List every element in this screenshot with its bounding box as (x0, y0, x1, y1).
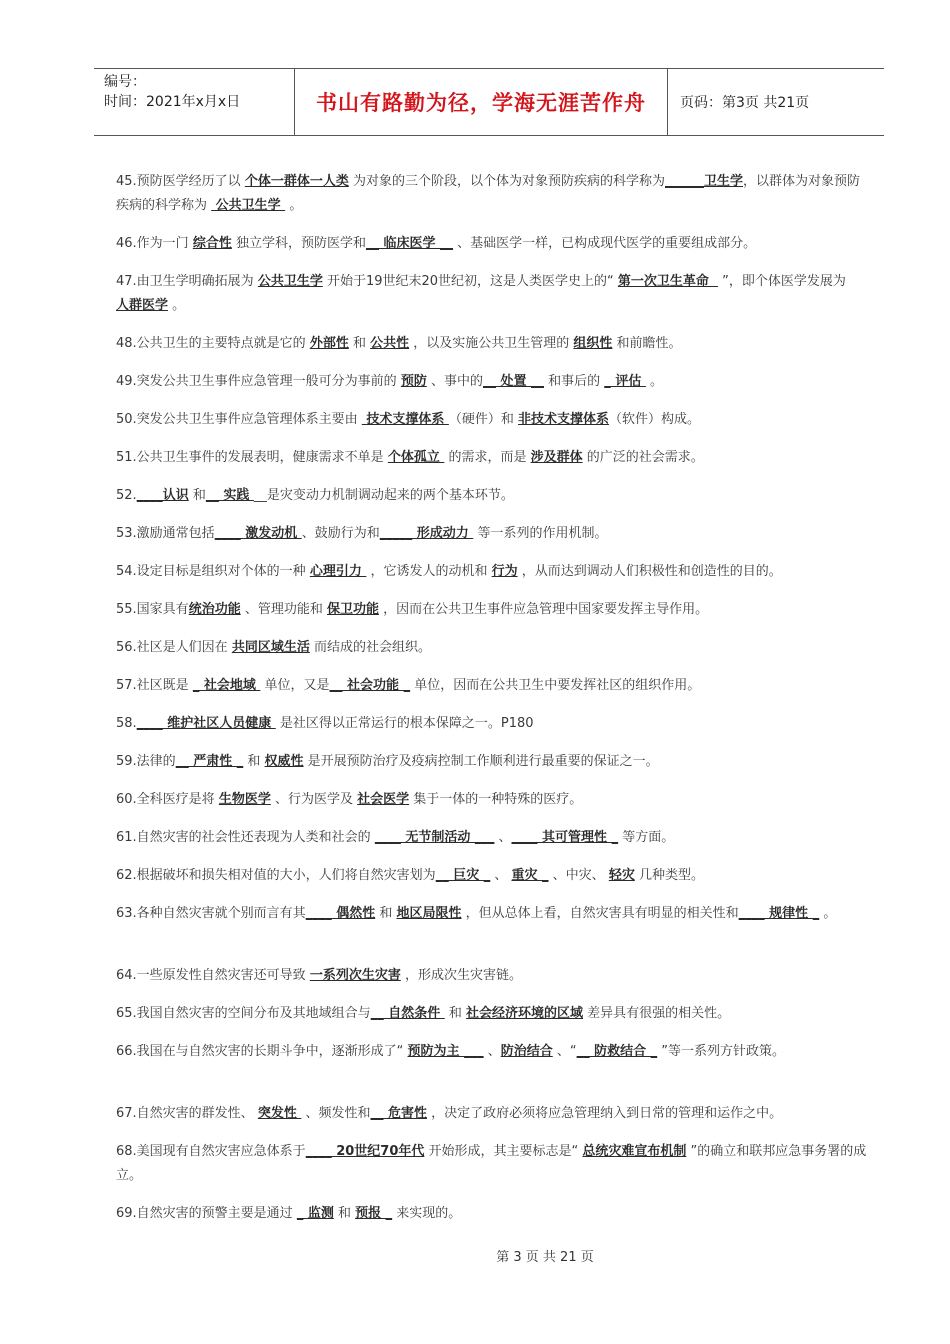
question-item (116, 560, 868, 598)
answer-blank: 防治结合 (500, 1044, 553, 1059)
question-text: 和 (243, 754, 265, 769)
page-label: 页码：第3页 共21页 (680, 95, 810, 111)
question-text: 66.我国在与自然灾害的长期斗争中，逐渐形成了“ (116, 1044, 408, 1059)
answer-blank: 公共性 (370, 336, 410, 351)
question-text: 几种类型。 (634, 868, 704, 883)
question-item (116, 902, 868, 964)
question-text: 61.自然灾害的社会性还表现为人类和社会的 (116, 830, 375, 845)
question-item (116, 232, 868, 270)
question-text: 、基础医学一样，已构成现代医学的重要组成部分。 (453, 236, 757, 251)
answer-blank: _____ 形成动力 (379, 526, 474, 541)
question-text: （硬件）和 (448, 412, 519, 427)
question-text: 的需求，而是 (444, 450, 531, 465)
answer-blank: 预报 _ (355, 1206, 393, 1221)
question-text: 、行为医学及 (270, 792, 358, 807)
question-item (116, 1102, 868, 1140)
answer-blank: 非技术支撑体系 (518, 412, 610, 427)
question-item (116, 1140, 868, 1202)
question-text: 。 (819, 906, 837, 921)
time-label: 时间：2021年x月x日 (104, 94, 241, 110)
question-text: 62.根据破坏和损失相对值的大小，人们将自然灾害划为 (116, 868, 436, 883)
header-page-cell (668, 69, 884, 135)
question-text: 和 (348, 336, 371, 351)
answer-blank: __ 严肃性 _ (175, 754, 244, 769)
question-item (116, 446, 868, 484)
answer-blank: 统治功能 (188, 602, 241, 617)
answer-blank: _ 社会地域 (192, 678, 261, 693)
question-text: 单位，因而在公共卫生中要发挥社区的组织作用。 (410, 678, 701, 693)
answer-blank: 第一次卫生革命 (617, 274, 718, 289)
question-item (116, 522, 868, 560)
question-text: ，但从总体上看，自然灾害具有明显的相关性和 (461, 906, 739, 921)
question-text: 是社区得以正常运行的根本保障之一。P180 (275, 716, 534, 731)
answer-blank: __ 处置 __ (482, 374, 545, 389)
answer-blank: 个体孤立 (387, 450, 445, 465)
question-text: ，决定了政府必须将应急管理纳入到日常的管理和运作之中。 (427, 1106, 783, 1121)
question-item (116, 750, 868, 788)
answer-blank: 技术支撑体系 (361, 412, 449, 427)
answer-blank: ____ 20世纪70年代 (305, 1144, 425, 1159)
answer-blank: 总统灾难宣布机制 (582, 1144, 687, 1159)
question-text: ，它诱发人的动机和 (366, 564, 492, 579)
question-text: 58. (116, 716, 137, 731)
answer-blank: 社会经济环境的区域 (466, 1006, 584, 1021)
question-item (116, 826, 868, 864)
footer-page-number: 第 3 页 共 21 页 (496, 1250, 594, 1265)
answer-blank: 预防 (400, 374, 427, 389)
answer-blank: __ 危害性 (370, 1106, 428, 1121)
question-text: 和前瞻性。 (612, 336, 682, 351)
question-text: 差异具有很强的相关性。 (583, 1006, 731, 1021)
answer-blank: 公共卫生学 (257, 274, 323, 289)
answer-blank: ____ 无节制活动 ___ (374, 830, 495, 845)
question-item (116, 370, 868, 408)
header-meta (94, 69, 295, 135)
answer-blank: ____ 维护社区人员健康 (136, 716, 276, 731)
question-text: 、 (490, 868, 512, 883)
question-text: 48.公共卫生的主要特点就是它的 (116, 336, 310, 351)
question-text: __是灾变动力机制调动起来的两个基本环节。 (253, 488, 514, 503)
question-text: 56.社区是人们因在 (116, 640, 232, 655)
answer-blank: __ 自然条件 (370, 1006, 445, 1021)
question-text: 、管理功能和 (240, 602, 327, 617)
question-item (116, 598, 868, 636)
question-text: 63.各种自然灾害就个别而言有其 (116, 906, 306, 921)
question-item (116, 1002, 868, 1040)
question-item (116, 864, 868, 902)
question-item (116, 674, 868, 712)
question-text: 、事中的 (426, 374, 483, 389)
question-text: 集于一体的一种特殊的医疗。 (409, 792, 583, 807)
question-text: ，形成次生灾害链。 (400, 968, 522, 983)
answer-blank: _ 评估 (604, 374, 646, 389)
question-text: ，以及实施公共卫生管理的 (409, 336, 574, 351)
answer-blank: 组织性 (573, 336, 613, 351)
question-text: 51.公共卫生事件的发展表明，健康需求不单是 (116, 450, 388, 465)
question-text: 和事后的 (544, 374, 605, 389)
question-item (116, 170, 868, 232)
question-text: 和 (375, 906, 397, 921)
question-text: 开始于19世纪末20世纪初，这是人类医学史上的“ (322, 274, 618, 289)
answer-blank: ____ 激发动机 (214, 526, 302, 541)
question-list (116, 170, 868, 1240)
motto: 书山有路勤为径，学海无涯苦作舟 (316, 91, 646, 115)
answer-blank: __ 社会功能 _ (329, 678, 411, 693)
answer-blank: 重灾 _ (511, 868, 549, 883)
answer-blank: ____认识 (136, 488, 189, 503)
question-text: 单位，又是 (260, 678, 330, 693)
answer-blank: 外部性 (309, 336, 349, 351)
answer-blank: 生物医学 (218, 792, 271, 807)
question-text: 等一系列的作用机制。 (473, 526, 608, 541)
question-text: 、 (494, 830, 512, 845)
question-text: 。 (168, 298, 186, 313)
question-text: ，因而在公共卫生事件应急管理中国家要发挥主导作用。 (378, 602, 709, 617)
answer-blank: 个体一群体一人类 (244, 174, 349, 189)
question-item (116, 964, 868, 1002)
question-text: 为对象的三个阶段，以个体为对象预防疾病的科学称为 (348, 174, 665, 189)
question-text: 45.预防医学经历了以 (116, 174, 245, 189)
answer-blank: 综合性 (192, 236, 232, 251)
question-text: 65.我国自然灾害的空间分布及其地域组合与 (116, 1006, 371, 1021)
question-text: 和 (333, 1206, 356, 1221)
question-text: 。 (645, 374, 663, 389)
answer-blank: 地区局限性 (396, 906, 462, 921)
question-text: 、鼓励行为和 (301, 526, 380, 541)
page-header (94, 68, 884, 136)
page-footer (0, 1246, 950, 1265)
question-text: 、频发性和 (301, 1106, 371, 1121)
question-text: 等方面。 (618, 830, 675, 845)
question-item (116, 636, 868, 674)
question-text: 、“ (552, 1044, 577, 1059)
question-text: 开始形成，其主要标志是“ (424, 1144, 583, 1159)
question-text: （软件）构成。 (609, 412, 701, 427)
question-text: 59.法律的 (116, 754, 176, 769)
answer-blank: __ 实践 (205, 488, 254, 503)
number-label: 编号： (104, 74, 146, 90)
question-item (116, 788, 868, 826)
answer-blank: ____ 偶然性 (305, 906, 376, 921)
header-motto-cell (295, 69, 668, 135)
question-text: 69.自然灾害的预警主要是通过 (116, 1206, 297, 1221)
answer-blank: __ 防救结合 _ (576, 1044, 658, 1059)
answer-blank: __ 临床医学 __ (365, 236, 454, 251)
question-text: 。 (285, 198, 303, 213)
question-text: 53.激励通常包括 (116, 526, 215, 541)
question-item (116, 332, 868, 370)
question-text: 46.作为一门 (116, 236, 193, 251)
answer-blank: 人群医学 (116, 298, 169, 313)
question-text: 49.突发公共卫生事件应急管理一般可分为事前的 (116, 374, 401, 389)
question-text: 、 (483, 1044, 501, 1059)
question-item (116, 270, 868, 332)
question-text: 50.突发公共卫生事件应急管理体系主要由 (116, 412, 362, 427)
answer-blank: 行为 (491, 564, 518, 579)
answer-blank: 预防为主 ___ (407, 1044, 484, 1059)
question-text: 57.社区既是 (116, 678, 193, 693)
question-text: 独立学科，预防医学和 (231, 236, 366, 251)
answer-blank: ____ 其可管理性 _ (511, 830, 619, 845)
question-text: 52. (116, 488, 137, 503)
answer-blank: 共同区域生活 (231, 640, 310, 655)
answer-blank: ______卫生学 (664, 174, 743, 189)
question-item (116, 1202, 868, 1240)
question-item (116, 712, 868, 750)
answer-blank: 社会医学 (357, 792, 410, 807)
question-text: ，从而达到调动人们积极性和创造性的目的。 (517, 564, 782, 579)
question-text: ”等一系列方针政策。 (657, 1044, 786, 1059)
question-item (116, 408, 868, 446)
question-text: 68.美国现有自然灾害应急体系于 (116, 1144, 306, 1159)
question-item (116, 1040, 868, 1102)
answer-blank: 心理引力 (309, 564, 367, 579)
question-text: 64.一些原发性自然灾害还可导致 (116, 968, 310, 983)
question-text: 55.国家具有 (116, 602, 189, 617)
question-text: 47.由卫生学明确拓展为 (116, 274, 258, 289)
answer-blank: 一系列次生灾害 (309, 968, 401, 983)
answer-blank: 突发性 (257, 1106, 302, 1121)
answer-blank: ____ 规律性 _ (738, 906, 820, 921)
question-text: 的广泛的社会需求。 (582, 450, 704, 465)
answer-blank: 轻灾 (608, 868, 635, 883)
question-text: 、中灾、 (548, 868, 609, 883)
question-text: 67.自然灾害的群发性、 (116, 1106, 258, 1121)
question-text: 和 (188, 488, 206, 503)
question-text: 而结成的社会组织。 (309, 640, 431, 655)
answer-blank: 权威性 (264, 754, 304, 769)
answer-blank: __ 巨灾 _ (435, 868, 491, 883)
answer-blank: 保卫功能 (326, 602, 379, 617)
question-text: 来实现的。 (392, 1206, 462, 1221)
question-text: 和 (444, 1006, 467, 1021)
answer-blank: 公共卫生学 (211, 198, 286, 213)
answer-blank: _ 监测 (296, 1206, 334, 1221)
question-text: 60.全科医疗是将 (116, 792, 219, 807)
question-text: 是开展预防治疗及疫病控制工作顺利进行最重要的保证之一。 (303, 754, 659, 769)
answer-blank: 涉及群体 (530, 450, 583, 465)
question-text: 54.设定目标是组织对个体的一种 (116, 564, 310, 579)
question-text: ”，即个体医学发展为 (717, 274, 846, 289)
question-text: ，以群体为对象预防疾病的科学称为 (116, 174, 860, 213)
question-item (116, 484, 868, 522)
question-text: ”的确立和联邦应急事务署的成立。 (116, 1144, 867, 1183)
